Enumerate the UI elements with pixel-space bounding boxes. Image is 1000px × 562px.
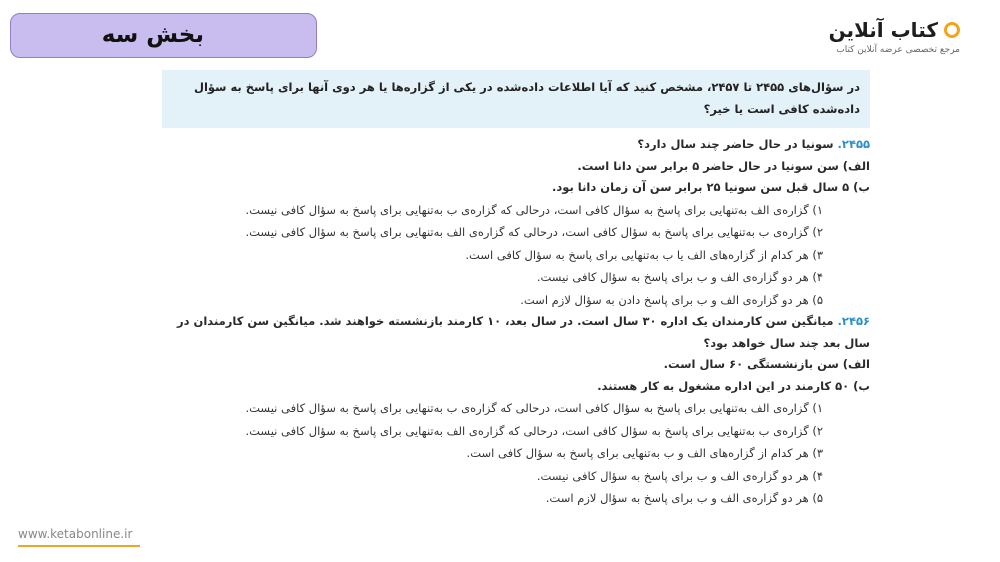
question-number: ۲۴۵۵.	[837, 137, 870, 151]
answer-option: ۱) گزاره‌ی الف به‌تنهایی برای پاسخ به سؤال کافی است، درحالی که گزاره‌ی ب به‌تنهایی برای پاسخ به سؤال کافی نیست.	[245, 401, 823, 415]
statement-a: الف) سن بازنشستگی ۶۰ سال است.	[663, 357, 870, 371]
answer-option: ۵) هر دو گزاره‌ی الف و ب برای پاسخ به سؤال لازم است.	[545, 491, 823, 505]
question-text: سونیا در حال حاضر چند سال دارد؟	[637, 137, 834, 151]
question-number: ۲۴۵۶.	[837, 314, 870, 328]
answer-option: ۳) هر کدام از گزاره‌های الف و ب به‌تنهایی برای پاسخ به سؤال کافی است.	[466, 446, 823, 460]
section-badge	[10, 13, 317, 58]
answer-option: ۴) هر دو گزاره‌ی الف و ب برای پاسخ به سؤال کافی نیست.	[536, 468, 823, 483]
answer-option: ۵) هر دو گزاره‌ی الف و ب برای پاسخ دادن به سؤال لازم است.	[520, 292, 823, 307]
logo-name: کتاب آنلاین	[828, 18, 938, 42]
statement-b: ب) ۵ سال قبل سن سونیا ۲۵ برابر سن آن زمان دانا بود.	[551, 180, 870, 194]
logo-ring-icon	[944, 22, 960, 38]
answer-option: ۲) گزاره‌ی ب به‌تنهایی برای پاسخ به سؤال کافی است، درحالی که گزاره‌ی الف به‌تنهایی برای پاسخ به سؤال کافی نیست.	[245, 225, 823, 239]
statement-b: ب) ۵۰ کارمند در این اداره مشغول به کار هستند.	[597, 378, 870, 393]
question-2456	[162, 311, 870, 354]
section-badge-label: بخش سه	[101, 22, 204, 48]
instructions-box: در سؤال‌های ۲۴۵۵ تا ۲۴۵۷، مشخص کنید که آیا اطلاعات داده‌شده در یکی از گزاره‌ها یا هر دوی آنها برای پاسخ به سؤال داده‌شده کافی است یا خیر؟	[162, 70, 870, 128]
answer-option: ۴) هر دو گزاره‌ی الف و ب برای پاسخ به سؤال کافی نیست.	[536, 270, 823, 284]
answer-options	[162, 199, 823, 312]
ketabonline-logo	[810, 18, 960, 58]
logo-tagline: مرجع تخصصی عرضه آنلاین کتاب	[836, 45, 960, 55]
question-content	[162, 70, 870, 510]
question-2455	[162, 134, 870, 156]
question-text: میانگین سن کارمندان یک اداره ۳۰ سال است. در سال بعد، ۱۰ کارمند بازنشسته خواهند شد. میانگین سن کارمندان در سال بعد چند سال خواهد بود؟	[177, 314, 870, 350]
answer-option: ۳) هر کدام از گزاره‌های الف یا ب به‌تنهایی برای پاسخ به سؤال کافی است.	[465, 247, 823, 262]
answer-options	[162, 397, 823, 510]
website-url: www.ketabonline.ir	[18, 527, 133, 541]
statement-a: الف) سن سونیا در حال حاضر ۵ برابر سن دانا است.	[577, 158, 870, 173]
answer-option: ۱) گزاره‌ی الف به‌تنهایی برای پاسخ به سؤال کافی است، درحالی که گزاره‌ی ب به‌تنهایی برای پاسخ به سؤال کافی نیست.	[245, 202, 823, 217]
footer-underline	[18, 545, 140, 547]
answer-option: ۲) گزاره‌ی ب به‌تنهایی برای پاسخ به سؤال کافی است، درحالی که گزاره‌ی الف به‌تنهایی برای پاسخ به سؤال کافی نیست.	[245, 423, 823, 438]
